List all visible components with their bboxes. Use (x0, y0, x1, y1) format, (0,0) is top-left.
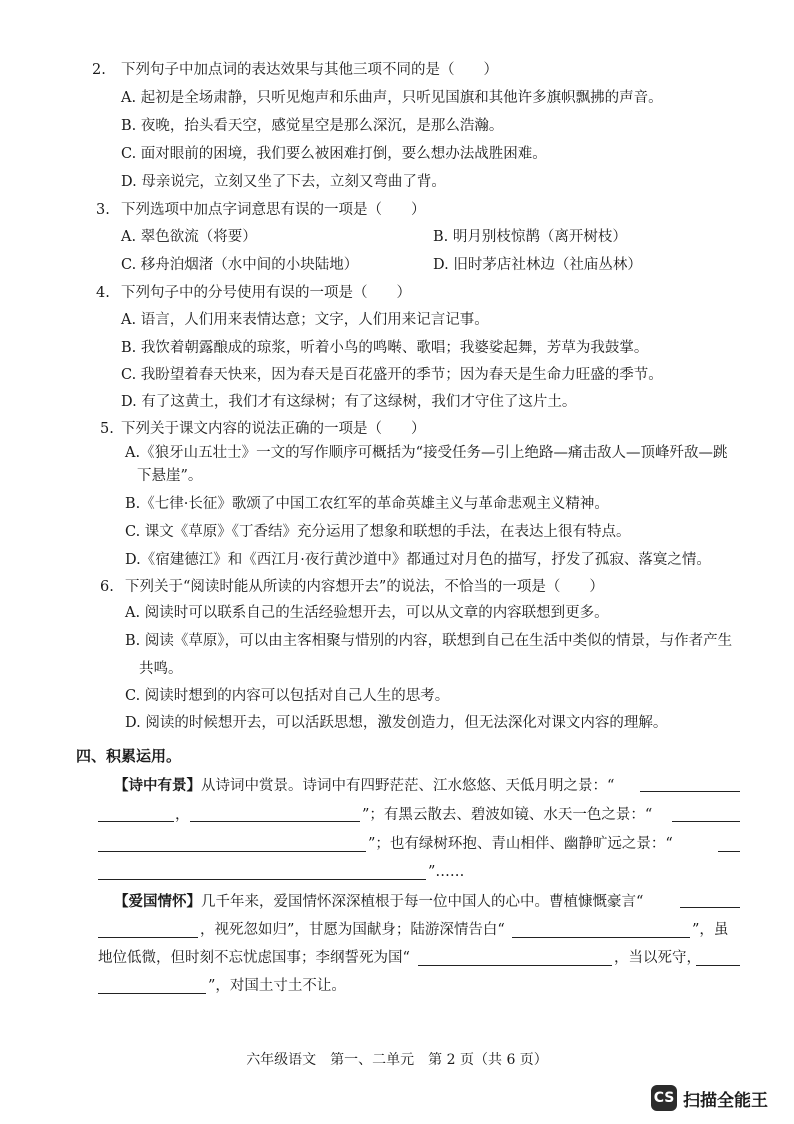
patriot-blank-1[interactable] (680, 906, 740, 908)
q5-option-d: D.《宿建德江》和《西江月·夜行黄沙道中》都通过对月色的描写，抒发了孤寂、落寞之情。 (125, 552, 711, 568)
poem-scene-text-2: ”；有黑云散去、碧波如镜、水天一色之景：“ (362, 807, 653, 823)
q3-option-a: A. 翠色欲流（将要） (121, 229, 257, 245)
poem-scene-text-4: ”…… (428, 864, 465, 880)
q6-option-d: D. 阅读的时候想开去，可以活跃思想，激发创造力，但无法深化对课文内容的理解。 (125, 715, 668, 731)
q2-option-b: B. 夜晚，抬头看天空，感觉星空是那么深沉，是那么浩瀚。 (121, 118, 504, 134)
patriot-text-5: ，当以死守， (614, 950, 701, 966)
q4-stem: 下列句子中的分号使用有误的一项是（ ） (121, 285, 411, 301)
poem-scene-label: 【诗中有景】 (114, 777, 201, 794)
q3-stem: 下列选项中加点字词意思有误的一项是（ ） (121, 202, 426, 218)
camscanner-text: 扫描全能王 (683, 1090, 768, 1111)
patriot-text-6: ”，对国土寸土不让。 (208, 978, 346, 994)
q4-option-a: A. 语言，人们用来表情达意；文字，人们用来记言记事。 (121, 312, 489, 328)
q3-option-c: C. 移舟泊烟渚（水中间的小块陆地） (121, 257, 359, 273)
patriot-blank-2[interactable] (98, 936, 198, 938)
q5-number: 5. (100, 421, 114, 437)
q2-option-a: A. 起初是全场肃静，只听见炮声和乐曲声，只听见国旗和其他许多旗帜飘拂的声音。 (121, 90, 663, 106)
q3-option-b: B. 明月别枝惊鹊（离开树枝） (433, 229, 627, 245)
q6-option-a: A. 阅读时可以联系自己的生活经验想开去，可以从文章的内容联想到更多。 (125, 605, 609, 621)
q3-number: 3. (96, 202, 110, 218)
q2-number: 2. (92, 62, 106, 78)
patriot-text-4: 地位低微，但时刻不忘忧虑国事；李纲誓死为国“ (98, 950, 410, 966)
q3-option-d: D. 旧时茅店社林边（社庙丛林） (433, 257, 642, 273)
section-4-title: 四、积累运用。 (76, 747, 182, 765)
q5-option-a: A.《狼牙山五壮士》一文的写作顺序可概括为“接受任务—引上绝路—痛击敌人—顶峰歼敌—跳 (125, 445, 728, 461)
poem-scene-blank-1[interactable] (640, 790, 740, 792)
patriot-label: 【爱国情怀】 (114, 893, 201, 910)
poem-scene-comma: ， (175, 807, 190, 823)
poem-scene-blank-7[interactable] (98, 878, 426, 880)
q5-option-a-cont: 下悬崖”。 (137, 468, 203, 484)
poem-scene-text-3: ”；也有绿树环抱、青山相伴、幽静旷远之景：“ (368, 836, 673, 852)
camscanner-logo-icon: CS (651, 1085, 677, 1111)
q5-option-b: B.《七律·长征》歌颂了中国工农红军的革命英雄主义与革命悲观主义精神。 (125, 496, 609, 512)
patriot-blank-6[interactable] (98, 992, 206, 994)
patriot-blank-3[interactable] (512, 936, 690, 938)
patriot-blank-4[interactable] (418, 964, 612, 966)
poem-scene-text-1: 从诗词中赏景。诗词中有四野茫茫、江水悠悠、天低月明之景：“ (201, 778, 615, 794)
q2-stem: 下列句子中加点词的表达效果与其他三项不同的是（ ） (121, 62, 498, 78)
poem-scene-blank-6[interactable] (718, 850, 740, 852)
q2-option-c: C. 面对眼前的困境，我们要么被困难打倒，要么想办法战胜困难。 (121, 146, 547, 162)
q5-stem: 下列关于课文内容的说法正确的一项是（ ） (121, 421, 426, 437)
poem-scene-line-1 (114, 776, 614, 796)
poem-scene-blank-3[interactable] (190, 820, 360, 822)
q6-option-b-cont: 共鸣。 (139, 661, 183, 677)
page-footer: 六年级语文 第一、二单元 第 2 页（共 6 页） (246, 1052, 548, 1068)
patriot-text-1: 几千年来，爱国情怀深深植根于每一位中国人的心中。曹植慷慨豪言“ (201, 894, 644, 910)
q2-option-d: D. 母亲说完，立刻又坐了下去，立刻又弯曲了背。 (121, 174, 446, 190)
poem-scene-blank-2[interactable] (98, 820, 174, 822)
poem-scene-blank-5[interactable] (98, 850, 366, 852)
poem-scene-blank-4[interactable] (672, 820, 740, 822)
q6-stem: 下列关于“阅读时能从所读的内容想开去”的说法，不恰当的一项是（ ） (125, 579, 604, 595)
q6-number: 6. (100, 579, 114, 595)
q5-option-c: C. 课文《草原》《丁香结》充分运用了想象和联想的手法，在表达上很有特点。 (125, 524, 631, 540)
q6-option-c: C. 阅读时想到的内容可以包括对自己人生的思考。 (125, 688, 450, 704)
patriot-text-3: ”，虽 (692, 922, 729, 938)
patriot-line-1 (114, 892, 643, 912)
patriot-text-2: ，视死忽如归”，甘愿为国献身；陆游深情告白“ (200, 922, 505, 938)
q4-option-d: D. 有了这黄土，我们才有这绿树；有了这绿树，我们才守住了这片土。 (121, 394, 577, 410)
q4-number: 4. (96, 285, 110, 301)
q4-option-c: C. 我盼望着春天快来，因为春天是百花盛开的季节；因为春天是生命力旺盛的季节。 (121, 367, 663, 383)
patriot-blank-5[interactable] (696, 964, 740, 966)
q4-option-b: B. 我饮着朝露酿成的琼浆，听着小鸟的鸣啭、歌唱；我婆娑起舞，芳草为我鼓掌。 (121, 340, 649, 356)
scanner-watermark (651, 1085, 768, 1111)
q6-option-b: B. 阅读《草原》，可以由主客相聚与惜别的内容，联想到自己在生活中类似的情景，与作者产生 (125, 633, 733, 649)
